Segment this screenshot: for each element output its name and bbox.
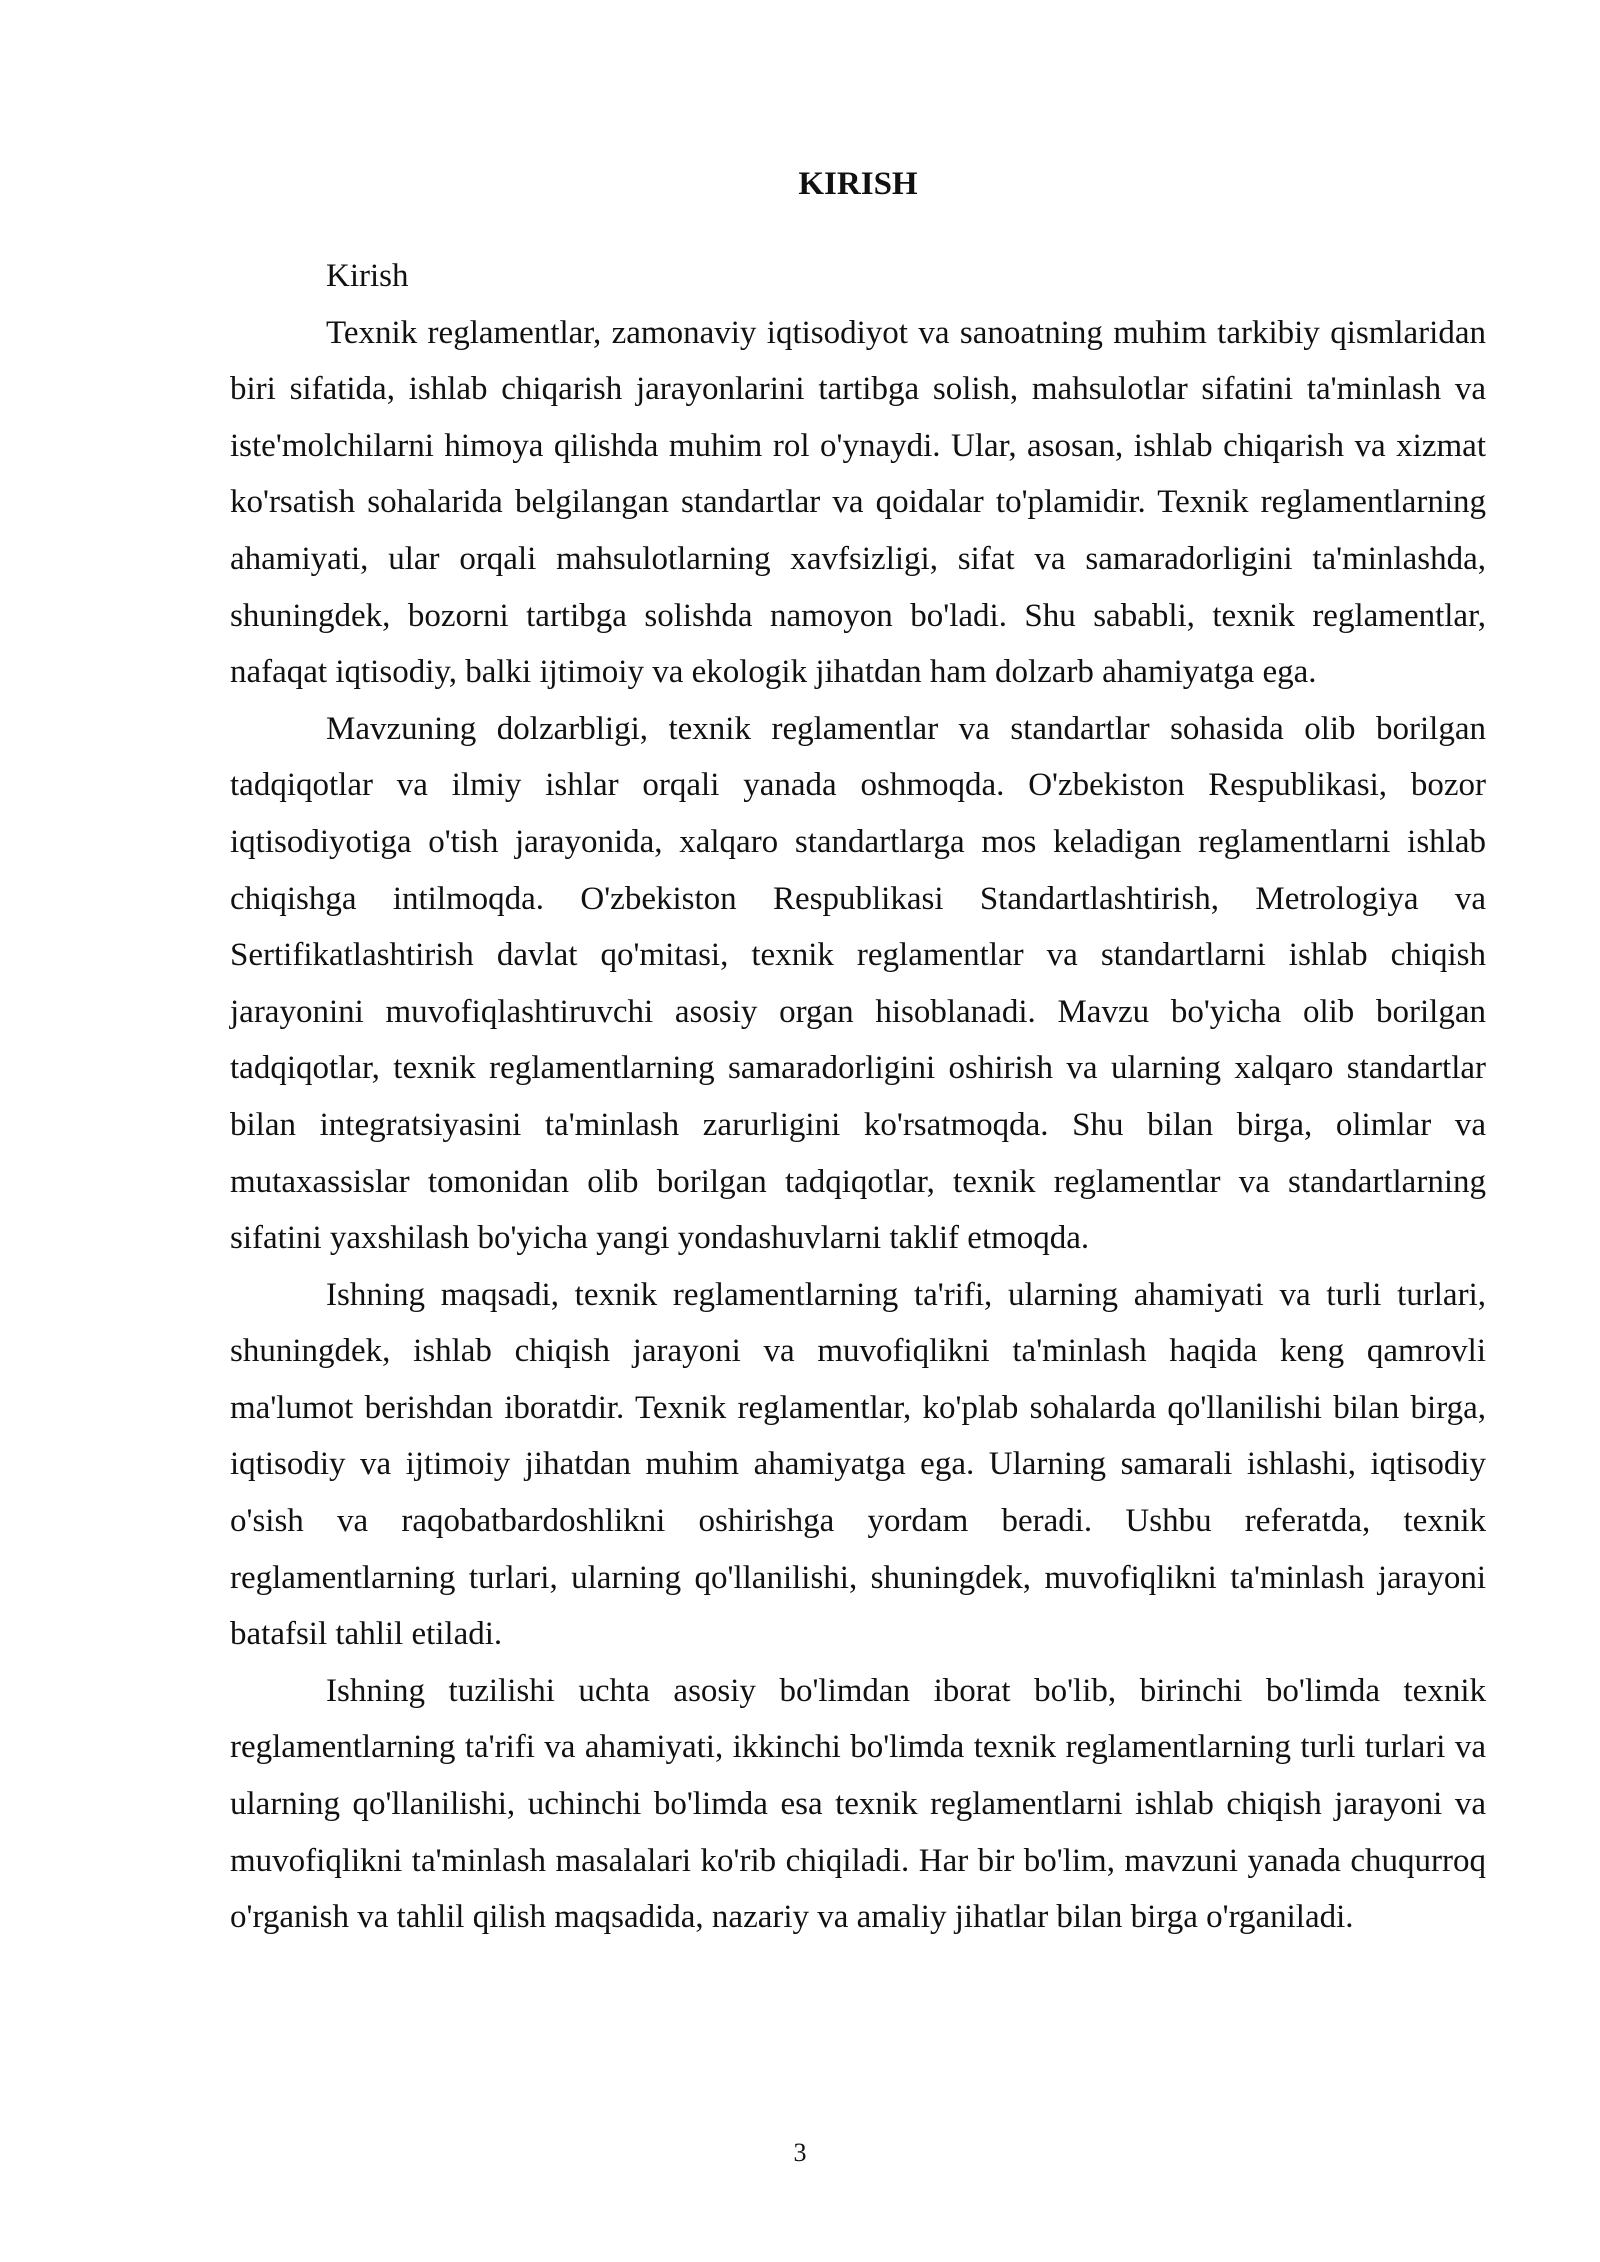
paragraph-relevance: Mavzuning dolzarbligi, texnik reglamentlar va standartlar sohasida olib borilgan tadqiqotlar va ilmiy ishlar orqali yanada oshmoqda. O'zbekiston Respublikasi, bozor iqtisodiyotiga o'tish jarayonida, xalqaro standartlarga mos keladigan reglamentlarni ishlab chiqishga intilmoqda. O'zbekiston Respublikasi Standartlashtirish, Metrologiya va Sertifikatlashtirish davlat qo'mitasi, texnik reglamentlar va standartlarni ishlab chiqish jarayonini muvofiqlashtiruvchi asosiy organ hisoblanadi. Mavzu bo'yicha olib borilgan tadqiqotlar, texnik reglamentlarning samaradorligini oshirish va ularning xalqaro standartlar bilan integratsiyasini ta'minlash zarurligini ko'rsatmoqda. Shu bilan birga, olimlar va mutaxassislar tomonidan olib borilgan tadqiqotlar, texnik reglamentlar va standartlarning sifatini yaxshilash bo'yicha yangi yondashuvlarni taklif etmoqda.	[230, 710, 1486, 1257]
paragraph-introduction: Texnik reglamentlar, zamonaviy iqtisodiyot va sanoatning muhim tarkibiy qismlaridan biri sifatida, ishlab chiqarish jarayonlarini tartibga solish, mahsulotlar sifatini ta'minlash va iste'molchilarni himoya qilishda muhim rol o'ynaydi. Ular, asosan, ishlab chiqarish va xizmat ko'rsatish sohalarida belgilangan standartlar va qoidalar to'plamidir. Texnik reglamentlarning ahamiyati, ular orqali mahsulotlarning xavfsizligi, sifat va samaradorligini ta'minlashda, shuningdek, bozorni tartibga solishda namoyon bo'ladi. Shu sababli, texnik reglamentlar, nafaqat iqtisodiy, balki ijtimoiy va ekologik jihatdan ham dolzarb ahamiyatga ega.	[230, 314, 1486, 691]
paragraph-purpose: Ishning maqsadi, texnik reglamentlarning ta'rifi, ularning ahamiyati va turli turlari, shuningdek, ishlab chiqish jarayoni va muvofiqlikni ta'minlash haqida keng qamrovli ma'lumot berishdan iboratdir. Texnik reglamentlar, ko'plab sohalarda qo'llanilishi bilan birga, iqtisodiy va ijtimoiy jihatdan muhim ahamiyatga ega. Ularning samarali ishlashi, iqtisodiy o'sish va raqobatbardoshlikni oshirishga yordam beradi. Ushbu referatda, texnik reglamentlarning turlari, ularning qo'llanilishi, shuningdek, muvofiqlikni ta'minlash jarayoni batafsil tahlil etiladi.	[230, 1276, 1486, 1653]
page-title: KIRISH	[798, 166, 918, 202]
page-number: 3	[793, 2138, 807, 2167]
paragraph-structure: Ishning tuzilishi uchta asosiy bo'limdan iborat bo'lib, birinchi bo'limda texnik reglamentlarning ta'rifi va ahamiyati, ikkinchi bo'limda texnik reglamentlarning turli turlari va ularning qo'llanilishi, uchinchi bo'limda esa texnik reglamentlarni ishlab chiqish jarayoni va muvofiqlikni ta'minlash masalalari ko'rib chiqiladi. Har bir bo'lim, mavzuni yanada chuqurroq o'rganish va tahlil qilish maqsadida, nazariy va amaliy jihatlar bilan birga o'rganiladi.	[230, 1672, 1486, 1936]
section-subheading: Kirish	[326, 258, 409, 294]
page-content	[230, 162, 1486, 1946]
